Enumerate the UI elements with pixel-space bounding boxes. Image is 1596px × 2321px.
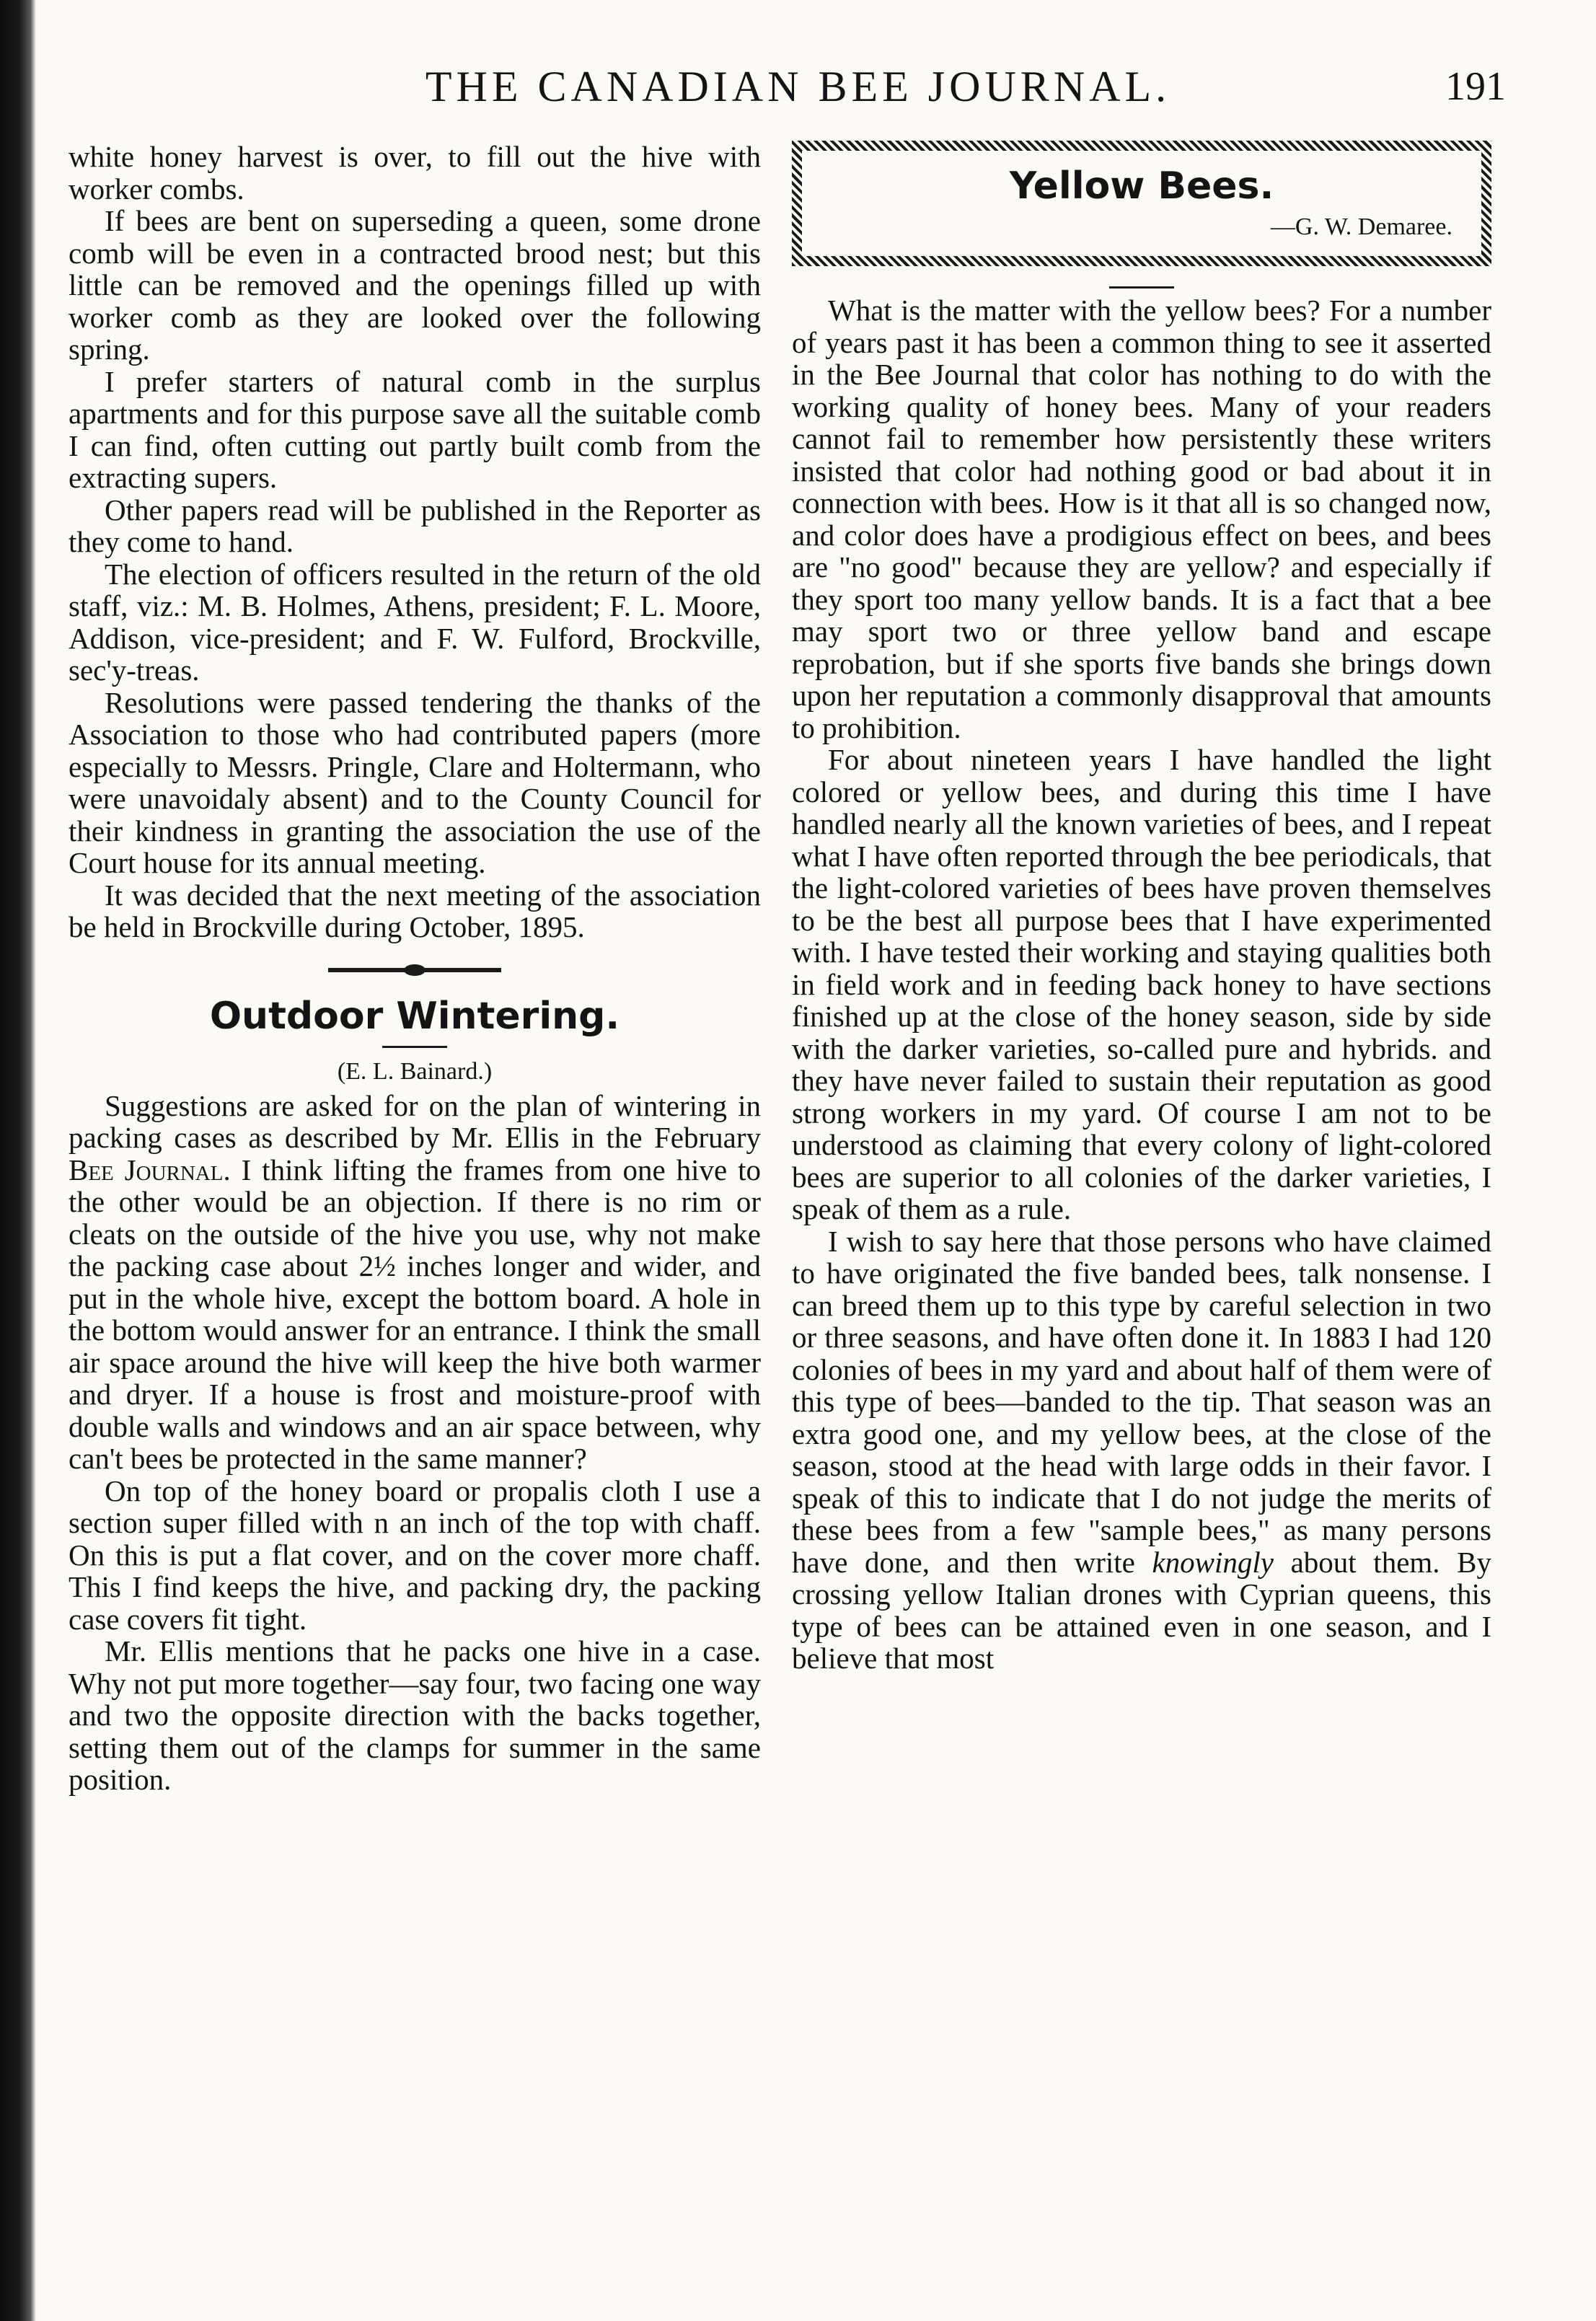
article-title: Outdoor Wintering. bbox=[209, 994, 620, 1038]
paragraph: Resolutions were passed tendering the thanks of the Association to those who had contributed papers (more especially to Messrs. Pringle, Clare and Holtermann, who were unavoidaly absent) and to the County Council for their kindness in granting the association the use of the Court house for its annual meeting. bbox=[69, 685, 761, 879]
paragraph: Mr. Ellis mentions that he packs one hive in a case. Why not put more together—say four, two facing one way and two the opposite direction with the backs together, setting them out of the clamps for summer in the same position. bbox=[69, 1634, 761, 1796]
article-title-box bbox=[792, 141, 1491, 266]
paragraph: If bees are bent on superseding a queen, some drone comb will be even in a contracted brood nest; but this little can be removed and the openings filled up with worker comb as they are looked over the following spring. bbox=[69, 204, 761, 366]
article-byline: (E. L. Bainard.) bbox=[337, 1057, 493, 1085]
paragraph bbox=[792, 1225, 1491, 1675]
left-column bbox=[69, 141, 761, 1796]
paragraph: The election of officers resulted in the return of the old staff, viz.: M. B. Holmes, Athens, president; F. L. Moore, Addison, vice-president; and F. W. Fulford, Brockville, sec'y-treas. bbox=[69, 557, 761, 687]
text-run: about them. By crossing yellow Italian drones with Cyprian queens, this type of bees can be attained even in one season, and I believe that most bbox=[792, 1545, 1491, 1675]
paragraph: On top of the honey board or propalis cloth I use a section super filled with n an inch of the top with chaff. On this is put a flat cover, and on the cover more chaff. This I find keeps the hive, and packing dry, the packing case covers fit tight. bbox=[69, 1474, 761, 1636]
journal-name: Bee Journal bbox=[69, 1153, 224, 1186]
paragraph bbox=[69, 1090, 761, 1475]
paragraph: white honey harvest is over, to fill out the hive with worker combs. bbox=[69, 140, 761, 206]
section-divider bbox=[328, 968, 501, 972]
paragraph: I prefer starters of natural comb in the surplus apartments and for this purpose save all the suitable comb I can find, often cutting out partly built comb from the extracting supers. bbox=[69, 364, 761, 494]
paragraph: For about nineteen years I have handled the light colored or yellow bees, and during this time I have handled nearly all the known varieties of bees, and I repeat what I have often reported through the bee periodicals, that the light-colored varieties of bees have proven themselves to be the best all purpose bees that I have experimented with. I have tested their working and staying qualities both in field work and in feeding back honey to have sections finished up at the close of the honey season, side by side with the darker varieties, so-called pure and hybrids. and they have never failed to sustain their reputation as good strong workers in my yard. Of course I am not to be understood as claiming that every colony of light-colored bees are superior to all colonies of the darker varieties, I speak of them as a rule. bbox=[792, 743, 1491, 1225]
right-column bbox=[792, 141, 1491, 1675]
text-run: Suggestions are asked for on the plan of wintering in packing cases as described by Mr. Ellis in the February bbox=[69, 1088, 761, 1154]
journal-title: THE CANADIAN BEE JOURNAL. bbox=[425, 63, 1171, 110]
page-header bbox=[0, 54, 1596, 119]
italic-word: knowingly bbox=[1152, 1545, 1274, 1579]
page-number: 191 bbox=[1445, 64, 1506, 109]
paragraph: What is the matter with the yellow bees? For a number of years past it has been a common thing to see it asserted in the Bee Journal that color has nothing to do with the working quality of honey bees. Many of your readers cannot fail to remember how persistently these writers insisted that color had nothing good or bad about it in connection with bees. How is it that all is so changed now, and color does have a prodigious effect on bees, and bees are "no good" because they are yellow? and especially if they sport too many yellow bands. It is a fact that a bee may sport two or three yellow band and escape reprobation, but if she sports five bands she brings down upon her reputation a commonly disapproval that amounts to prohibition. bbox=[792, 294, 1491, 744]
paragraph: Other papers read will be published in the Reporter as they come to hand. bbox=[69, 493, 761, 558]
paragraph: It was decided that the next meeting of the association be held in Brockville during October, 1895. bbox=[69, 878, 761, 943]
text-run: I wish to say here that those persons who have claimed to have originated the five banded bees, talk nonsense. I can breed them up to this type by careful selection in two or three seasons, and have often done it. In 1883 I had 120 colonies of bees in my yard and about half of them were of this type of bees—banded to the tip. That season was an extra good one, and my yellow bees, at the close of the season, stood at the head with large odds in their favor. I speak of this to indicate that I do not judge the merits of these bees from a few "sample bees," as many persons have done, and then write bbox=[792, 1224, 1491, 1579]
text-run: . I think lifting the frames from one hive to the other would be an objection. If there is no rim or cleats on the outside of the hive you use, why not make the packing case about 2½ inches longer and wider, and put in the whole hive, except the bottom board. A hole in the bottom would answer for an entrance. I think the small air space around the hive will keep the hive both warmer and dryer. If a house is frost and moisture-proof with double walls and windows and an air space between, why can't bees be protected in the same manner? bbox=[69, 1153, 761, 1475]
book-binding-shadow bbox=[0, 0, 36, 2321]
article-author: —G. W. Demaree. bbox=[1270, 213, 1452, 240]
title-rule bbox=[382, 1046, 447, 1048]
article-title: Yellow Bees. bbox=[1009, 164, 1274, 208]
title-rule bbox=[1109, 286, 1174, 289]
